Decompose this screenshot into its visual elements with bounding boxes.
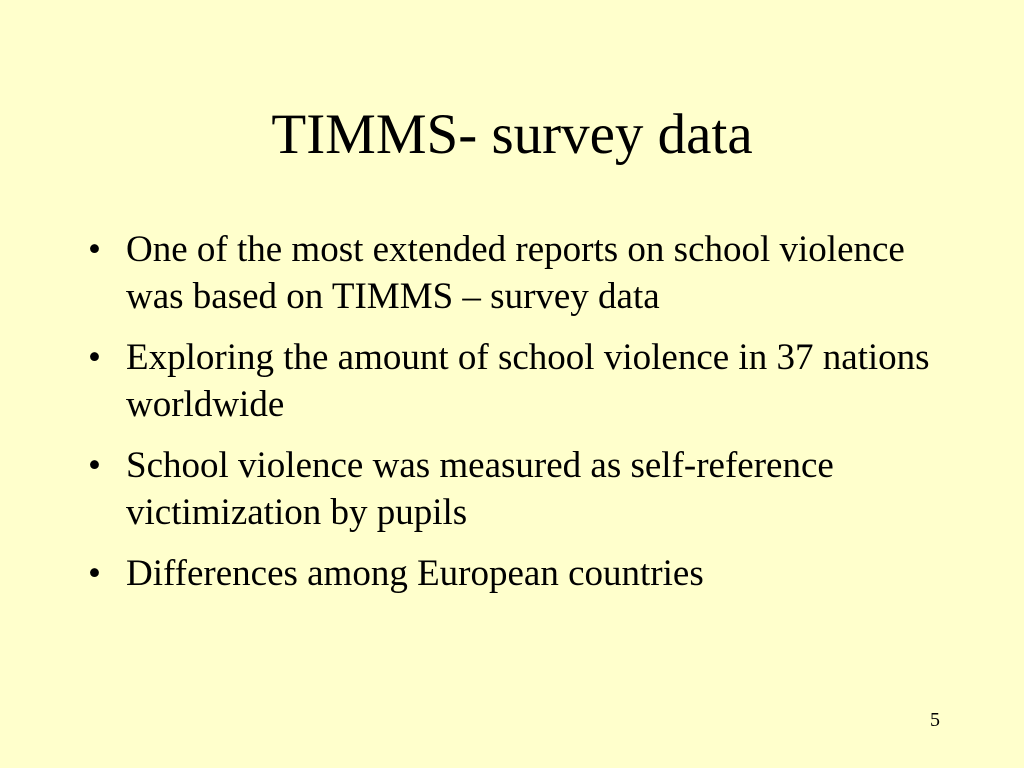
bullet-text: School violence was measured as self-reference victimization by pupils bbox=[126, 445, 834, 533]
bullet-item bbox=[80, 442, 960, 536]
bullet-list bbox=[80, 226, 960, 611]
bullet-icon: • bbox=[88, 445, 101, 486]
bullet-icon: • bbox=[88, 337, 101, 378]
bullet-text: One of the most extended reports on school violence was based on TIMMS – survey data bbox=[126, 229, 905, 317]
bullet-text: Differences among European countries bbox=[126, 553, 704, 594]
slide-title: TIMMS- survey data bbox=[271, 103, 753, 166]
bullet-item bbox=[80, 334, 960, 428]
bullet-icon: • bbox=[88, 229, 101, 270]
bullet-item bbox=[80, 226, 960, 320]
bullet-item bbox=[80, 550, 960, 597]
bullet-text: Exploring the amount of school violence in 37 nations worldwide bbox=[126, 337, 930, 425]
bullet-icon: • bbox=[88, 553, 101, 594]
page-number: 5 bbox=[930, 709, 940, 731]
